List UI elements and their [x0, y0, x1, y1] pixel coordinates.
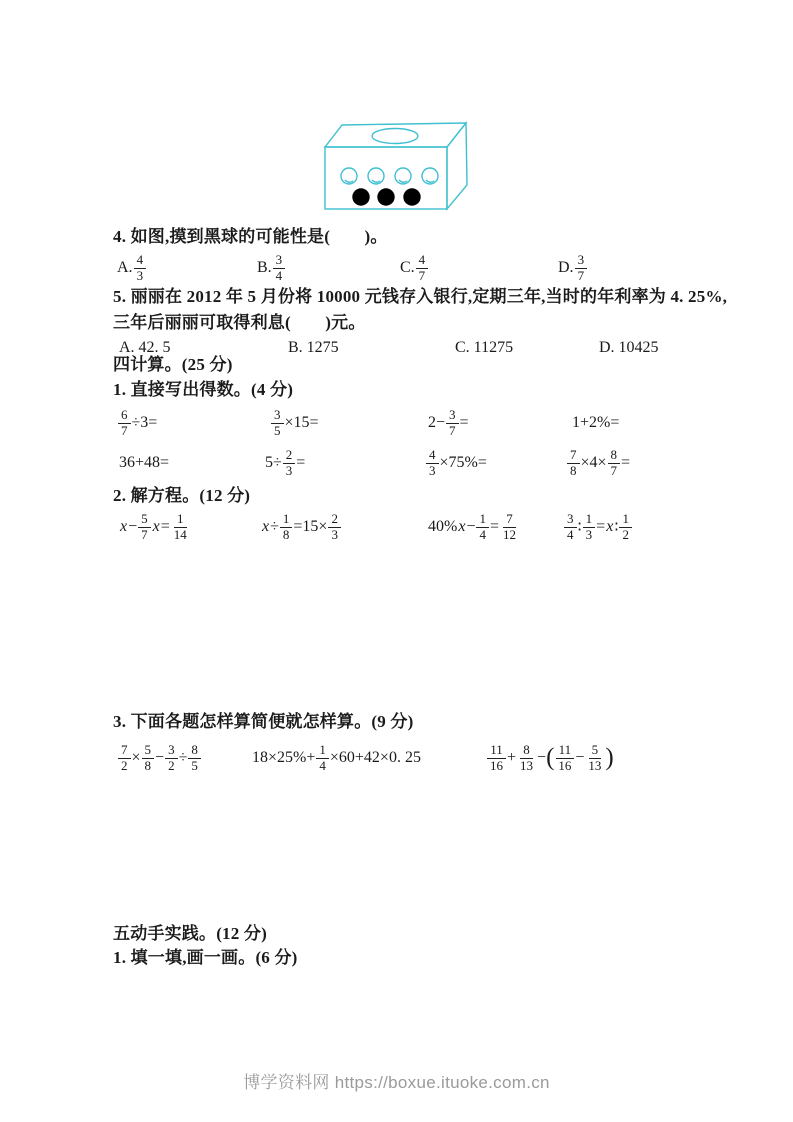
simplify-expression: 18×25%+ $\frac{1}{4}$ ×60+42×0. 25	[252, 742, 421, 773]
question-4-option-c: C. $\frac{4}{7}$	[400, 251, 429, 285]
question-5-option-a: A. 42. 5	[119, 339, 171, 356]
box-opening-ellipse	[372, 129, 418, 144]
ball-highlight	[345, 180, 353, 182]
question-5-option-d: D. 10425	[599, 339, 659, 356]
question-4-option-d: D. $\frac{3}{7}$	[558, 251, 588, 285]
direct-calc-item: 36+48=	[119, 454, 170, 471]
direct-calc-item: 1+2%=	[572, 414, 620, 431]
question-5-stem-line1: 5. 丽丽在 2012 年 5 月份将 10000 元钱存入银行,定期三年,当时的年利率为 4. 25%,	[113, 287, 728, 306]
direct-calc-item: $\frac{7}{8}$ ×4× $\frac{8}{7}$ =	[566, 446, 630, 480]
equation-item: x ÷ $\frac{1}{8}$ =15× $\frac{2}{3}$	[261, 510, 342, 544]
section-5-title: 五动手实践。(12 分)	[113, 924, 267, 943]
ball-highlight	[399, 180, 407, 182]
section-5-item1-title: 1. 填一填,画一画。(6 分)	[113, 948, 298, 967]
footer-watermark: 博学资料网 https://boxue.ituoke.com.cn	[243, 1073, 550, 1092]
black-ball	[352, 188, 369, 205]
black-ball	[377, 188, 394, 205]
question-4-option-a: A. $\frac{4}{3}$	[117, 251, 147, 285]
equation-item: $\frac{3}{4}$ ∶ $\frac{1}{3}$ = x ∶ $\frac{1}{2}$	[563, 510, 633, 544]
section-4-part3-title: 3. 下面各题怎样算简便就怎样算。(9 分)	[113, 712, 414, 731]
equation-item: x − $\frac{5}{7}$ x = $\frac{1}{14}$	[120, 511, 187, 542]
direct-calc-item: $\frac{4}{3}$ ×75%=	[425, 446, 487, 480]
direct-calc-item: 2− $\frac{3}{7}$ =	[428, 407, 469, 438]
ball-highlight	[372, 180, 380, 182]
question-4-option-b: B. $\frac{3}{4}$	[257, 251, 286, 285]
question-5-option-b: B. 1275	[288, 339, 339, 356]
equation-item: 40% x − $\frac{1}{4}$ = $\frac{7}{12}$	[428, 511, 516, 542]
simplify-expression: $\frac{7}{2}$ × $\frac{5}{8}$ − $\frac{3}{2}$ ÷ $\frac{8}{5}$	[117, 741, 202, 775]
question-4-stem: 4. 如图,摸到黑球的可能性是( )。	[113, 227, 388, 246]
direct-calc-item: $\frac{3}{5}$ ×15=	[270, 406, 319, 440]
ball-box-diagram	[321, 114, 479, 214]
section-4-title: 四计算。(25 分)	[113, 355, 233, 374]
box-right-face	[447, 123, 467, 209]
black-ball	[403, 188, 420, 205]
section-4-part1-title: 1. 直接写出得数。(4 分)	[113, 380, 294, 399]
question-5-stem-line2: 三年后丽丽可取得利息( )元。	[113, 313, 366, 332]
section-4-part2-title: 2. 解方程。(12 分)	[113, 486, 251, 505]
direct-calc-item: 5÷ $\frac{2}{3}$ =	[265, 447, 306, 478]
question-5-option-c: C. 11275	[455, 339, 514, 356]
simplify-expression: $\frac{11}{16}$ + $\frac{8}{13}$ − ( $\frac{11}{16}$ − $\frac{5}{13}$ )	[486, 741, 614, 775]
ball-highlight	[426, 180, 434, 182]
direct-calc-item: $\frac{6}{7}$ ÷3=	[117, 406, 157, 440]
